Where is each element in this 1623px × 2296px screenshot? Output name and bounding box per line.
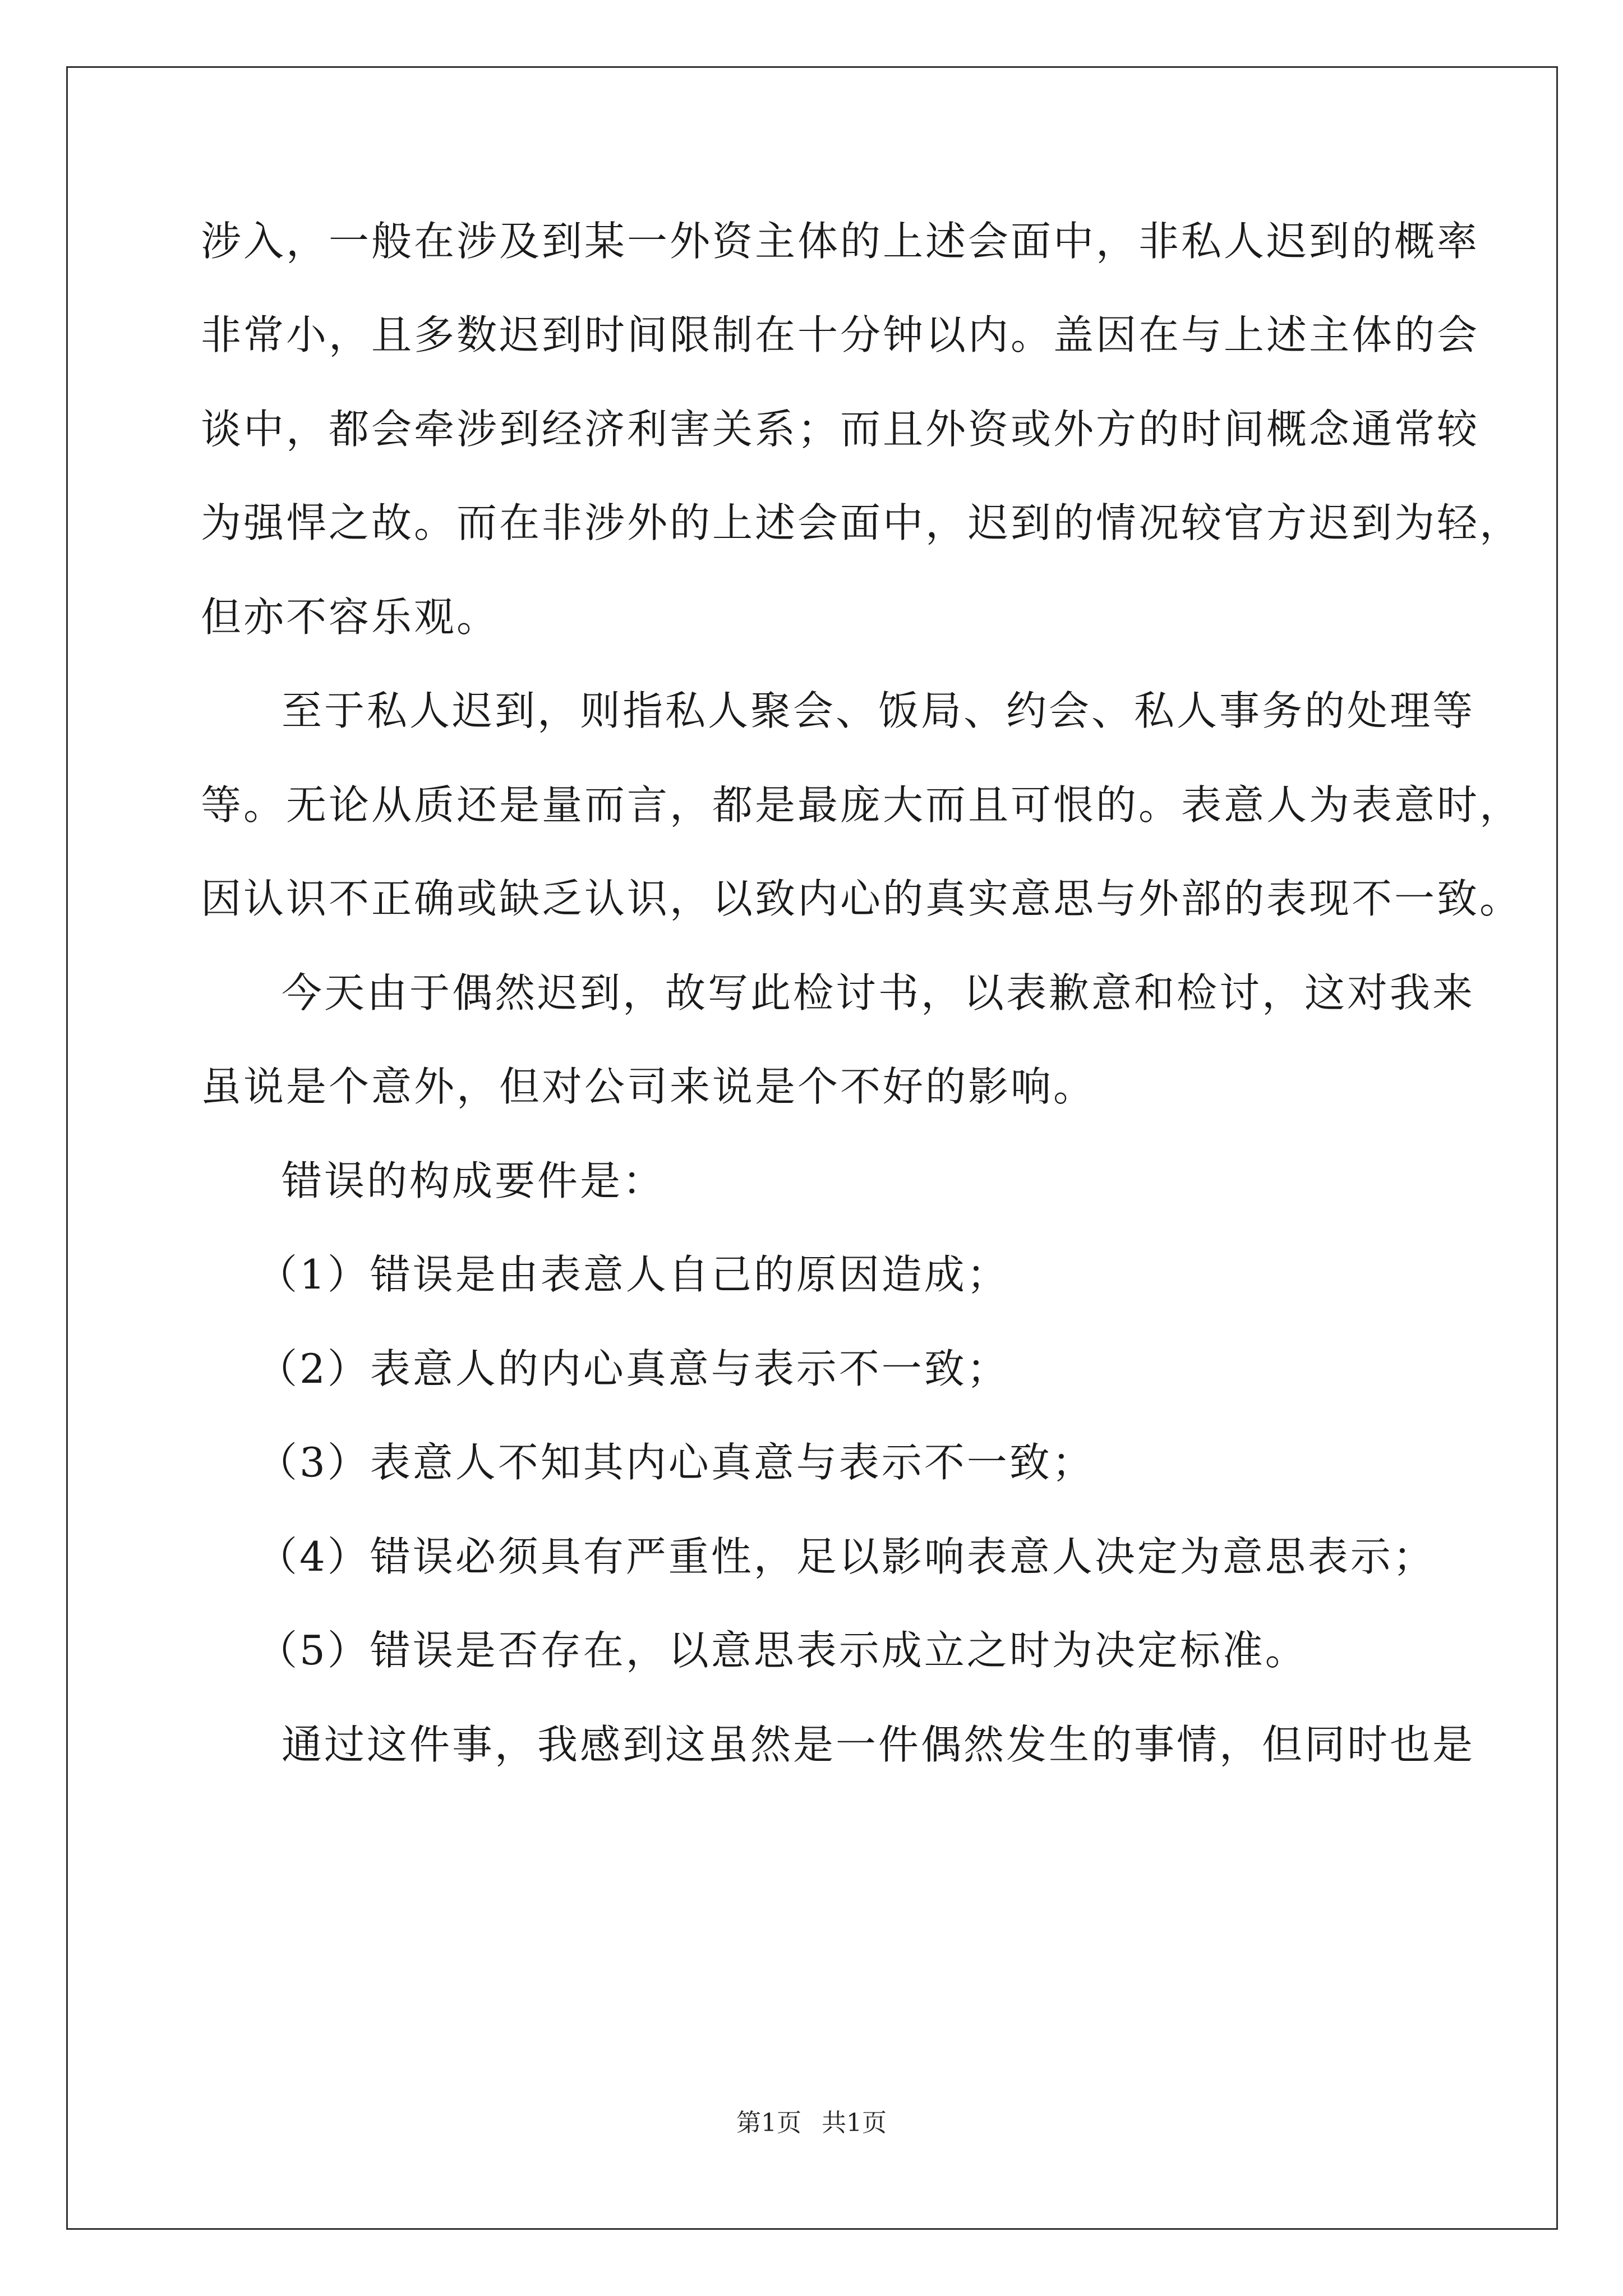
text-line: 但亦不容乐观。 — [201, 593, 500, 641]
paragraph-start-line: 通过这件事，我感到这虽然是一件偶然发生的事情，但同时也是 — [282, 1721, 1476, 1768]
text-line: 等。无论从质还是量而言，都是最庞大而且可恨的。表意人为表意时， — [201, 781, 1523, 829]
list-item-3: （3）表意人不知其内心真意与表示不一致； — [257, 1439, 1095, 1486]
text-line: 为强悍之故。而在非涉外的上述会面中，迟到的情况较官方迟到为轻， — [201, 499, 1523, 546]
list-item-5: （5）错误是否存在，以意思表示成立之时为决定标准。 — [257, 1627, 1308, 1674]
page-number: 第1页 — [736, 2109, 801, 2137]
page-border — [66, 66, 1558, 2230]
page-total: 共1页 — [822, 2109, 887, 2137]
text-line: 因认识不正确或缺乏认识，以致内心的真实意思与外部的表现不一致。 — [201, 875, 1523, 922]
paragraph-start-line: 今天由于偶然迟到，故写此检讨书，以表歉意和检讨，这对我来 — [282, 969, 1476, 1016]
list-item-1: （1）错误是由表意人自己的原因造成； — [257, 1251, 1009, 1298]
list-heading: 错误的构成要件是： — [282, 1157, 666, 1204]
text-line: 涉入，一般在涉及到某一外资主体的上述会面中，非私人迟到的概率 — [201, 218, 1480, 265]
text-line: 虽说是个意外，但对公司来说是个不好的影响。 — [201, 1063, 1096, 1110]
text-line: 非常小，且多数迟到时间限制在十分钟以内。盖因在与上述主体的会 — [201, 311, 1480, 358]
text-line: 谈中，都会牵涉到经济利害关系；而且外资或外方的时间概念通常较 — [201, 406, 1480, 453]
list-item-2: （2）表意人的内心真意与表示不一致； — [257, 1345, 1009, 1392]
page-footer — [0, 2106, 1623, 2140]
list-item-4: （4）错误必须具有严重性，足以影响表意人决定为意思表示； — [257, 1533, 1436, 1580]
paragraph-start-line: 至于私人迟到，则指私人聚会、饭局、约会、私人事务的处理等 — [282, 687, 1476, 734]
